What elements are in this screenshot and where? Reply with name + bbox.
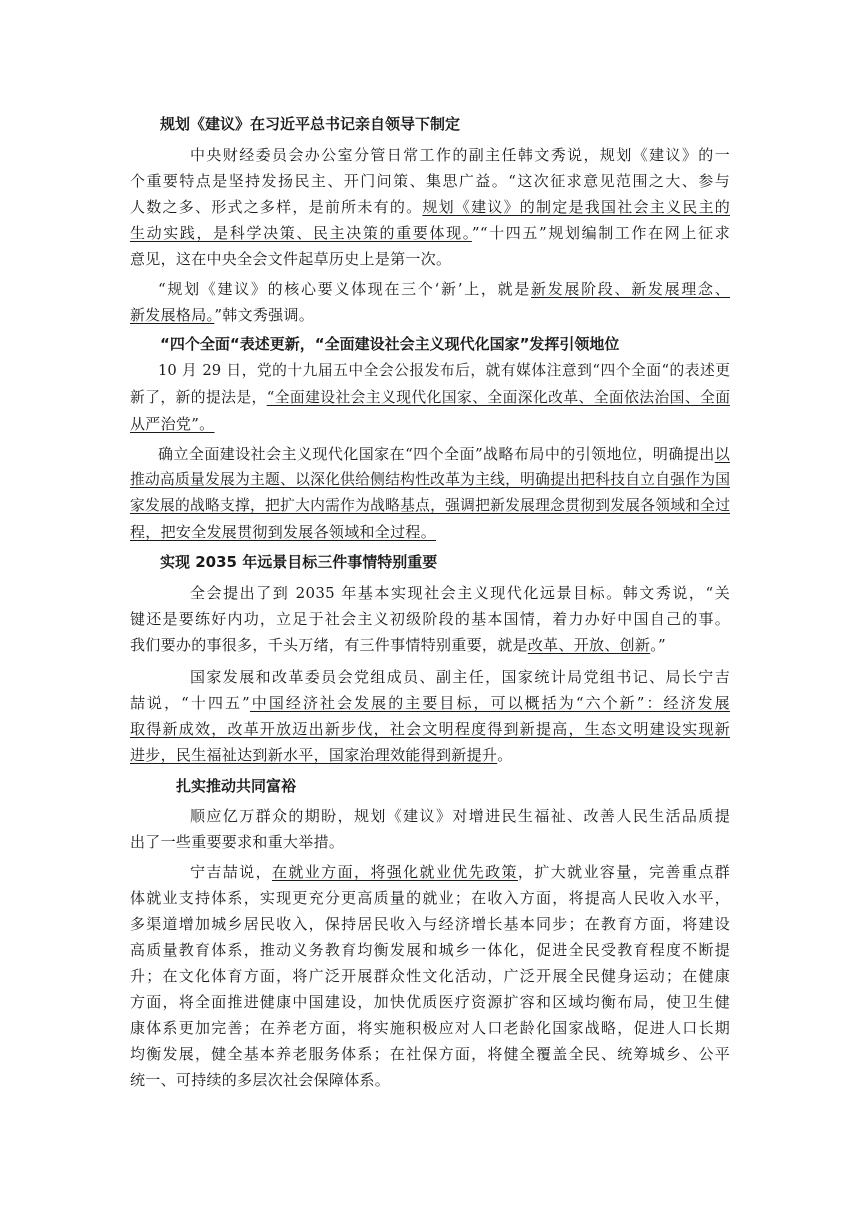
p8-line-1 <box>190 862 730 882</box>
p3-line-1: 10 月 29 日，党的十九届五中全会公报发布后，就有媒体注意到“四个全面“的表述更 <box>158 362 730 379</box>
underlined-text: 程，把安全发展贯彻到发展各领域和全过程。 <box>130 523 437 541</box>
underlined-text: 家发展的战略支撑，把扩大内需作为战略基点，强调把新发展理念贯彻到发展各领域和全过 <box>130 497 730 514</box>
p8-line-2: 体就业支持体系，实现更充分更高质量的就业；在收入方面，将提高人民收入水平， <box>130 889 730 907</box>
p8-line-6: 方面，将全面推进健康中国建设，加快优质医疗资源扩容和区域均衡布局，使卫生健 <box>130 993 730 1011</box>
text-segment: 。” <box>650 636 666 654</box>
text-segment: 确立全面建设社会主义现代化国家在“四个全面”战略布局中的引领地位，明确提出 <box>158 445 715 463</box>
p1-line-2: 个重要特点是坚持发扬民主、开门问策、集思广益。“这次征求意见范围之大、参与 <box>130 172 730 190</box>
p5-line-2: 键还是要练好内功，立足于社会主义初级阶段的基本国情，着力办好中国自己的事。 <box>130 610 730 628</box>
p8-line-9: 统一、可持续的多层次社会保障体系。 <box>130 1071 391 1089</box>
p5-line-3 <box>130 635 730 655</box>
text-segment: ”韩文秀强调。 <box>214 306 315 324</box>
underlined-text: 中国经济社会发展的主要目标，可以概括为“六个新”：经济发展 <box>250 694 730 712</box>
p4-line-2 <box>130 470 730 490</box>
p8-line-5: 升；在文化体育方面，将广泛开展群众性文化活动，广泛开展全民健身运动；在健康 <box>130 967 730 985</box>
underlined-text: 以 <box>714 445 730 463</box>
underlined-text: “全面建设社会主义现代化国家、全面深化改革、全面依法治国、全面 <box>266 389 731 406</box>
heading-4: 扎实推动共同富裕 <box>176 777 297 795</box>
heading-3: 实现 2035 年远景目标三件事情特别重要 <box>160 553 438 571</box>
p6-line-4 <box>130 745 730 765</box>
p4-line-1 <box>158 444 730 464</box>
p8-line-7: 康体系更加完善；在养老方面，将实施积极应对人口老龄化国家战略，促进人口长期 <box>130 1019 730 1037</box>
underlined-text: 改革、开放、创新 <box>527 636 651 654</box>
text-segment: ”“十四五”规划编制工作在网上征求 <box>471 224 730 242</box>
text-segment: 我们要办的事很多，千头万绪，有三件事情特别重要，就是 <box>130 636 528 654</box>
p8-line-8: 均衡发展，健全基本养老服务体系；在社保方面，将健全覆盖全民、统筹城乡、公平 <box>130 1045 730 1063</box>
p6-line-1: 国家发展和改革委员会党组成员、副主任，国家统计局党组书记、局长宁吉 <box>190 668 730 686</box>
underlined-text: 进步，民生福祉达到新水平，国家治理效能得到新提升 <box>130 746 498 764</box>
p1-line-1: 中央财经委员会办公室分管日常工作的副主任韩文秀说，规划《建议》的一 <box>190 146 730 164</box>
underlined-text: 取得新成效，改革开放迈出新步伐，社会文明程度得到新提高，生态文明建设实现新 <box>130 720 730 738</box>
p1-line-3 <box>130 197 730 217</box>
p1-line-5: 意见，这在中央全会文件起草历史上是第一次。 <box>130 250 452 268</box>
p7-line-2: 出了一些重要要求和重大举措。 <box>130 833 345 851</box>
text-segment: 。 <box>497 746 513 764</box>
p7-line-1: 顺应亿万群众的期盼，规划《建议》对增进民生福祉、改善人民生活品质提 <box>190 807 730 825</box>
heading-1: 规划《建议》在习近平总书记亲自领导下制定 <box>160 115 461 133</box>
underlined-text: 在就业方面，将强化就业优先政策 <box>271 863 518 881</box>
p2-line-2 <box>130 305 730 325</box>
underlined-text: 规划《建议》的制定是我国社会主义民主的 <box>422 198 731 216</box>
p8-line-4: 高质量教育体系，推动义务教育均衡发展和城乡一体化，促进全民受教育程度不断提 <box>130 941 730 959</box>
p3-line-3 <box>130 414 730 434</box>
p4-line-4 <box>130 522 730 542</box>
text-segment: 喆说，“十四五” <box>130 694 251 712</box>
text-segment: ，扩大就业容量，完善重点群 <box>517 863 730 881</box>
p2-line-1 <box>158 279 730 299</box>
heading-2: “四个全面“表述更新，“全面建设社会主义现代化国家”发挥引领地位 <box>160 335 620 353</box>
text-segment: 新了，新的提法是， <box>130 389 267 406</box>
underlined-text: 推动高质量发展为主题、以深化供给侧结构性改革为主线，明确提出把科技自立自强作为国 <box>130 471 730 488</box>
text-segment: 人数之多、形式之多样，是前所未有的。 <box>130 198 423 216</box>
p6-line-2 <box>130 693 730 713</box>
p8-line-3: 多渠道增加城乡居民收入，保持居民收入与经济增长基本同步；在教育方面，将建设 <box>130 915 730 933</box>
underlined-text: 新发展阶段、新发展理念、 <box>531 280 730 298</box>
text-segment: 宁吉喆说， <box>190 863 272 881</box>
p6-line-3 <box>130 719 730 739</box>
text-segment: “规划《建议》的核心要义体现在三个‘新’上，就是 <box>158 280 531 298</box>
p5-line-1: 全会提出了到 2035 年基本实现社会主义现代化远景目标。韩文秀说，“关 <box>190 584 730 602</box>
p4-line-3 <box>130 496 730 516</box>
underlined-text: 生动实践，是科学决策、民主决策的重要体现。 <box>130 224 472 242</box>
p3-line-2 <box>130 388 730 408</box>
p1-line-4 <box>130 223 730 243</box>
underlined-text: 从严治党”。 <box>130 415 215 433</box>
underlined-text: 新发展格局。 <box>130 306 215 324</box>
